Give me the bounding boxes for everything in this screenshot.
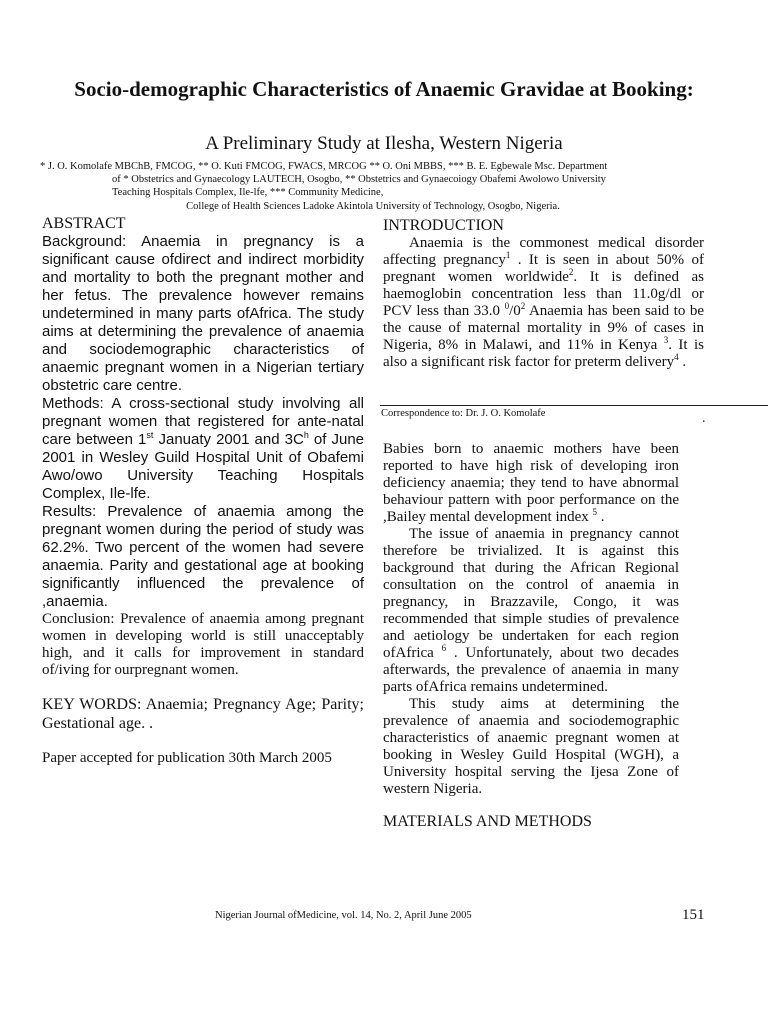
p1-text-c: . It is defined as haemoglobin concentration less than 11.0g/dl or PCV less than 33.0 (383, 269, 705, 319)
author-line-3: Teaching Hospitals Complex, Ile-lfe, *** Community Medicine, (112, 187, 384, 198)
introduction-continued (383, 441, 679, 831)
intro-paragraph-3 (383, 526, 679, 696)
author-line-1: * J. O. Komolafe MBChB, FMCOG, ** O. Kuti FMCOG, FWACS, MRCOG ** O. Oni MBBS, *** B. E. Egbewale Msc. Department (40, 161, 608, 172)
p1-text-b: . It is seen in about 50% of pregnant women worldwide (383, 252, 704, 285)
p2-text-b: . (597, 509, 605, 525)
abstract-background: Background: Anaemia in pregnancy is a significant cause ofdirect and indirect morbidity and mortality to both the pregnant mother and her fetus. The prevalence however remains undetermined in many parts ofAfrica. The study aims at determining the prevalence of anaemia and sociodemographic characteristics of anaemic pregnant women in a Nigerian tertiary obstetric care centre. (42, 233, 364, 394)
abstract-methods (42, 395, 364, 503)
intro-paragraph-1 (383, 235, 704, 371)
p2-text-a: Babies born to anaemic mothers have been reported to have high risk of developing iron deficiency anaemia; they tend to have abnormal behaviour pattern with poor performance on the ,Bailey mental development index (383, 441, 679, 525)
abstract-column (42, 214, 364, 768)
accepted-note: Paper accepted for publication 30th March 2005 (42, 750, 332, 766)
p3-text-b: . Unfortunately, about two decades afterwards, the prevalence of anaemia in many parts ofAfrica remains undetermined. (383, 645, 679, 695)
p1-text-e: Anaemia has been said to be the cause of maternal mortality in 9% of cases in Nigeria, 8% in Malawi, and 11% in Kenya (383, 303, 704, 353)
author-line-2: of * Obstetrics and Gynaecology LAUTECH, Osogbo, ** Obstetrics and Gynaecoiogy Obafemi Awolowo University (112, 174, 606, 185)
footnote-rule (380, 405, 768, 406)
p1-text-f: . It is also a significant risk factor for preterm delivery (383, 337, 705, 370)
methods-text-b: Januaty 2001 and 3C (153, 431, 304, 448)
intro-paragraph-2 (383, 441, 679, 526)
materials-methods-heading: MATERIALS AND METHODS (383, 813, 592, 830)
affiliation: College of Health Sciences Ladoke Akintola University of Technology, Osogbo, Nigeria. (186, 201, 560, 212)
ref-3: 3 (663, 335, 669, 345)
abstract-conclusion: Conclusion: Prevalence of anaemia among pregnant women in developing world is still unacceptably high, and it calls for improvement in standard of/iving for ourpregnant women. (42, 611, 364, 678)
methods-text-c: of June 2001 in Wesley Guild Hospital Unit of Obafemi Awo/owo University Teaching Hospitals Complex, Ile-lfe. (42, 431, 365, 502)
ref-5: 5 (592, 507, 598, 517)
page-number: 151 (682, 907, 705, 923)
introduction-column (383, 216, 704, 371)
methods-sup-1: st (146, 430, 154, 440)
p1-text-d: /0 (509, 303, 521, 319)
methods-text-a: Methods: A cross-sectional study involving all pregnant women that registered for ante-natal care between 1 (42, 395, 364, 448)
p1-text-a: Anaemia is the commonest medical disorder affecting pregnancy (383, 235, 704, 268)
article-subtitle: A Preliminary Study at Ilesha, Western Nigeria (205, 133, 563, 154)
sup-0: 0 (504, 301, 510, 311)
methods-sup-2: h (303, 430, 309, 440)
keywords: KEY WORDS: Anaemia; Pregnancy Age; Parity; Gestational age. . (42, 696, 364, 732)
ref-6: 6 (441, 643, 447, 653)
ref-2b: 2 (520, 301, 526, 311)
ref-2: 2 (568, 267, 574, 277)
p3-text-a: The issue of anaemia in pregnancy cannot therefore be trivialized. It is against this background that during the African Regional consultation on the control of anaemia in pregnancy, in Brazzavile, Congo, it was recommended that simple studies of prevalence and aetiology be undertaken for each region ofAfrica (383, 526, 679, 661)
introduction-heading: INTRODUCTION (383, 217, 504, 234)
ref-1: 1 (505, 250, 511, 260)
p1-text-g: . (678, 354, 687, 370)
intro-paragraph-4: This study aims at determining the prevalence of anaemia and sociodemographic characteristics of anaemic pregnant women at booking in Wesley Guild Hospital (WGH), a University hospital serving the Ijesa Zone of western Nigeria. (383, 696, 679, 797)
ref-4: 4 (674, 352, 679, 362)
article-title: Socio-demographic Characteristics of Anaemic Gravidae at Booking: (74, 77, 694, 101)
author-list (40, 160, 706, 199)
abstract-results: Results: Prevalence of anaemia among the pregnant women during the period of study was 62.2%. Two percent of the women had severe anaemia. Parity and gestational age at booking significantly influenced the prevalence of ,anaemia. (42, 503, 364, 610)
stray-mark: . (702, 411, 706, 426)
correspondence-note: Correspondence to: Dr. J. O. Komolafe (381, 408, 546, 419)
abstract-heading: ABSTRACT (42, 215, 126, 232)
journal-footer: Nigerian Journal ofMedicine, vol. 14, No. 2, April June 2005 (215, 910, 472, 921)
